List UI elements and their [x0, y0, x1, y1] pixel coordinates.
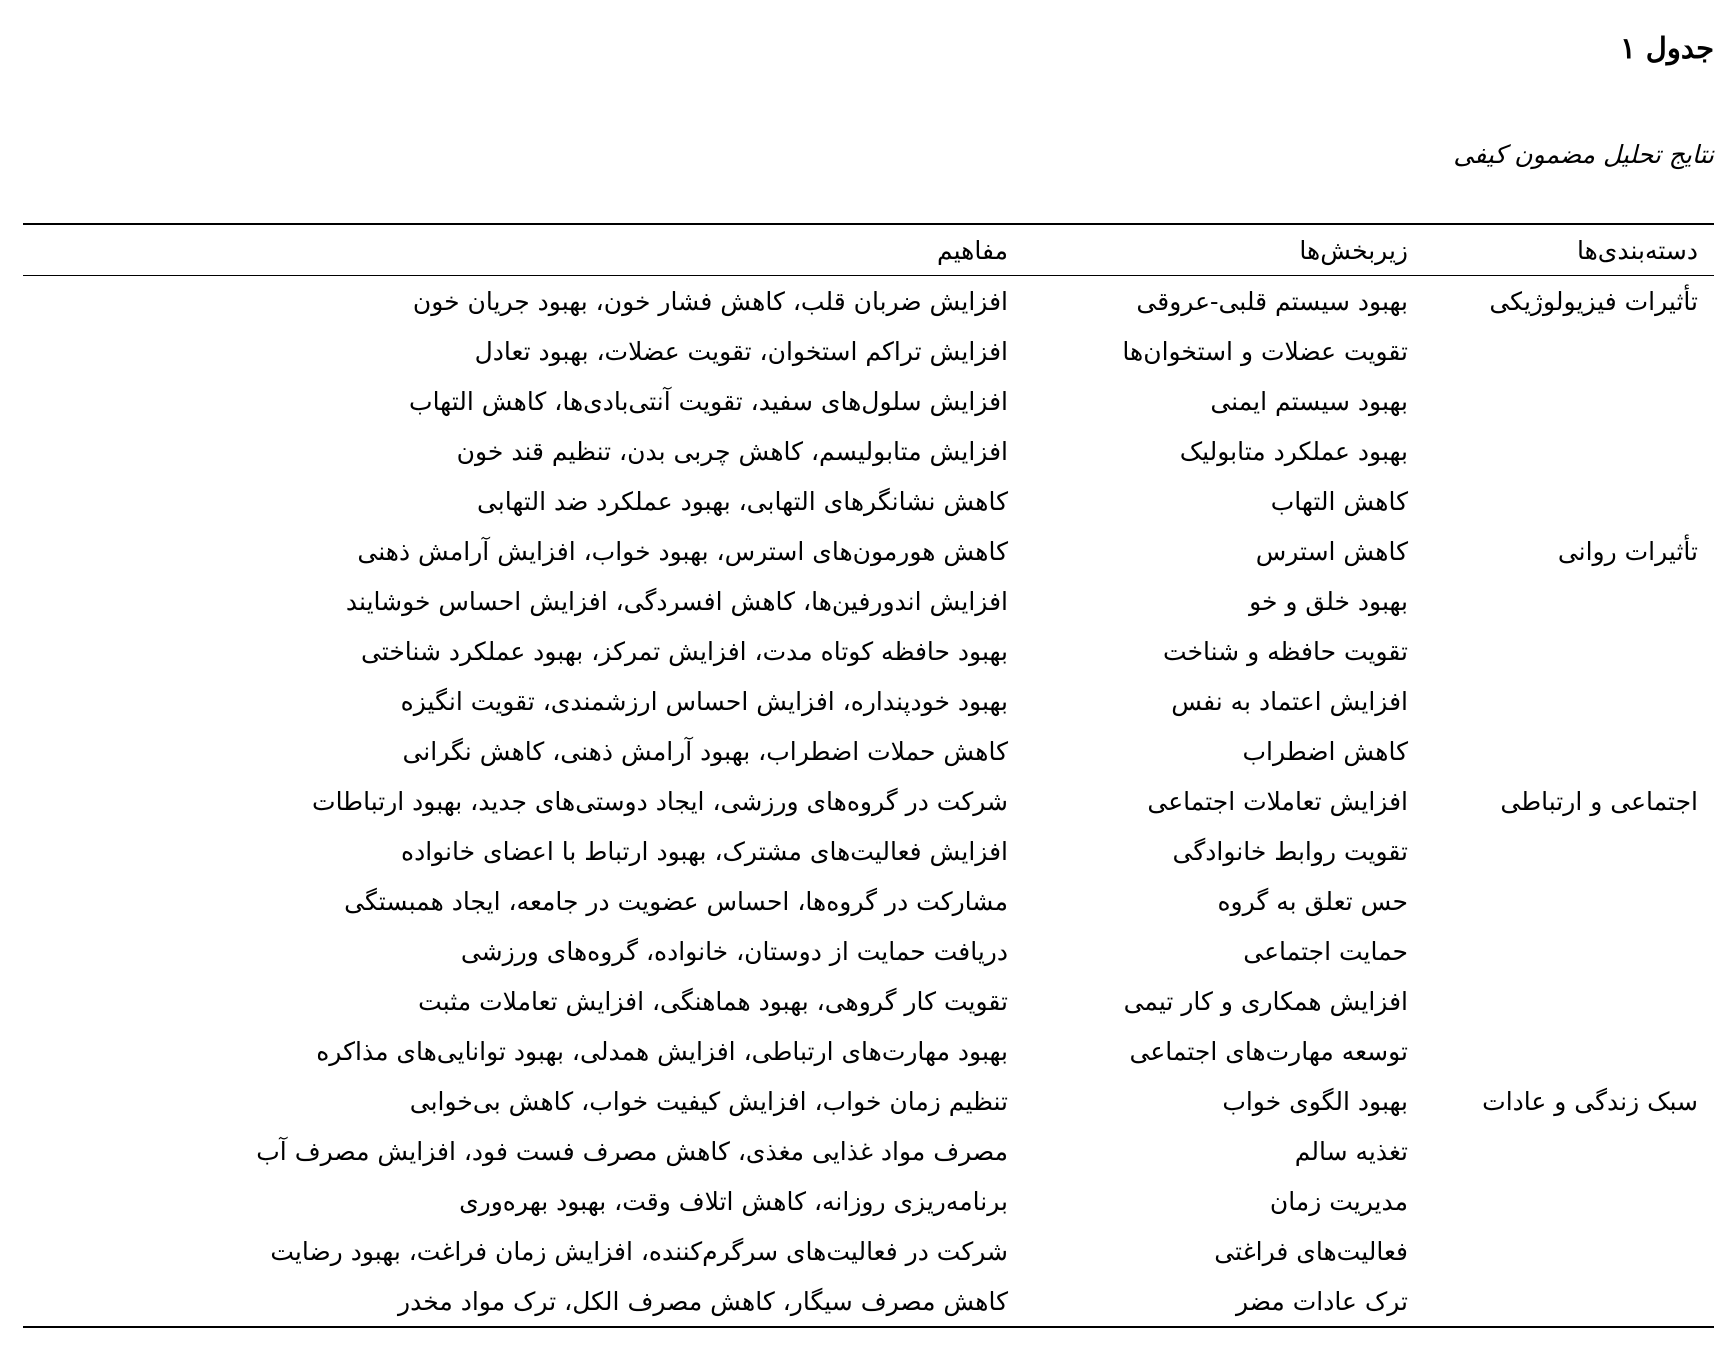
cell-concepts: افزایش سلول‌های سفید، تقویت آنتی‌بادی‌ها، کاهش التهاب [409, 386, 1008, 416]
table-row [23, 1276, 1714, 1327]
table-row [23, 926, 1714, 976]
cell-concepts: بهبود خودپنداره، افزایش احساس ارزشمندی، تقویت انگیزه [400, 686, 1008, 716]
cell-concepts: شرکت در فعالیت‌های سرگرم‌کننده، افزایش زمان فراغت، بهبود رضایت [270, 1236, 1008, 1266]
table-row [23, 676, 1714, 726]
table-row [23, 976, 1714, 1026]
cell-category [1408, 726, 1714, 776]
table-row [23, 776, 1714, 826]
cell-subsection: تغذیه سالم [1294, 1136, 1408, 1166]
cell-category: اجتماعی و ارتباطی [1500, 786, 1698, 816]
header-concepts: مفاهیم [936, 235, 1008, 265]
cell-subsection: حمایت اجتماعی [1243, 936, 1408, 966]
cell-category [1408, 1226, 1714, 1276]
cell-concepts: افزایش ضربان قلب، کاهش فشار خون، بهبود جریان خون [412, 286, 1008, 316]
cell-category [1408, 576, 1714, 626]
cell-category [1408, 676, 1714, 726]
cell-concepts: تقویت کار گروهی، بهبود هماهنگی، افزایش تعاملات مثبت [418, 986, 1008, 1016]
cell-concepts: دریافت حمایت از دوستان، خانواده، گروه‌های ورزشی [460, 936, 1008, 966]
cell-category [1408, 376, 1714, 426]
cell-category [1408, 1126, 1714, 1176]
cell-subsection: ترک عادات مضر [1235, 1286, 1408, 1316]
table-body [23, 276, 1714, 1328]
table-row [23, 326, 1714, 376]
table-row [23, 876, 1714, 926]
cell-subsection: بهبود خلق و خو [1249, 586, 1408, 616]
cell-subsection: افزایش تعاملات اجتماعی [1147, 786, 1408, 816]
table-row [23, 726, 1714, 776]
header-subsections: زیربخش‌ها [1299, 235, 1408, 265]
cell-concepts: مشارکت در گروه‌ها، احساس عضویت در جامعه، ایجاد همبستگی [344, 886, 1008, 916]
cell-subsection: تقویت عضلات و استخوان‌ها [1122, 336, 1408, 366]
cell-category [1408, 1276, 1714, 1327]
cell-category: سبک زندگی و عادات [1482, 1086, 1698, 1116]
table-row [23, 526, 1714, 576]
cell-category: تأثیرات فیزیولوژیکی [1489, 286, 1698, 316]
cell-category [1408, 876, 1714, 926]
table-row [23, 576, 1714, 626]
table-row [23, 376, 1714, 426]
cell-concepts: افزایش اندورفین‌ها، کاهش افسردگی، افزایش احساس خوشایند [345, 586, 1008, 616]
cell-category [1408, 1176, 1714, 1226]
cell-concepts: مصرف مواد غذایی مغذی، کاهش مصرف فست فود، افزایش مصرف آب [256, 1136, 1008, 1166]
cell-subsection: بهبود سیستم قلبی-عروقی [1136, 286, 1408, 316]
cell-category [1408, 326, 1714, 376]
cell-concepts: برنامه‌ریزی روزانه، کاهش اتلاف وقت، بهبود بهره‌وری [459, 1186, 1008, 1216]
table-row [23, 276, 1714, 327]
table-row [23, 1226, 1714, 1276]
cell-concepts: کاهش مصرف سیگار، کاهش مصرف الکل، ترک مواد مخدر [398, 1286, 1008, 1316]
cell-subsection: بهبود عملکرد متابولیک [1179, 436, 1408, 466]
cell-category [1408, 926, 1714, 976]
header-row [23, 224, 1714, 276]
cell-concepts: کاهش حملات اضطراب، بهبود آرامش ذهنی، کاهش نگرانی [402, 736, 1008, 766]
cell-concepts: افزایش فعالیت‌های مشترک، بهبود ارتباط با اعضای خانواده [400, 836, 1008, 866]
cell-concepts: بهبود حافظه کوتاه مدت، افزایش تمرکز، بهبود عملکرد شناختی [360, 636, 1008, 666]
cell-subsection: افزایش اعتماد به نفس [1171, 686, 1408, 716]
cell-concepts: شرکت در گروه‌های ورزشی، ایجاد دوستی‌های جدید، بهبود ارتباطات [312, 786, 1008, 816]
cell-concepts: کاهش هورمون‌های استرس، بهبود خواب، افزایش آرامش ذهنی [357, 536, 1008, 566]
cell-category [1408, 476, 1714, 526]
cell-subsection: تقویت روابط خانوادگی [1172, 836, 1408, 866]
table-row [23, 426, 1714, 476]
cell-subsection: کاهش التهاب [1270, 486, 1408, 516]
cell-subsection: بهبود الگوی خواب [1222, 1086, 1408, 1116]
table-row [23, 626, 1714, 676]
header-categories: دسته‌بندی‌ها [1576, 235, 1698, 265]
table-row [23, 826, 1714, 876]
cell-concepts: کاهش نشانگرهای التهابی، بهبود عملکرد ضد التهابی [476, 486, 1008, 516]
cell-subsection: افزایش همکاری و کار تیمی [1123, 986, 1408, 1016]
results-table-container [23, 223, 1714, 1328]
table-header [23, 224, 1714, 276]
table-title: جدول ۱ [1620, 31, 1714, 65]
table-row [23, 1176, 1714, 1226]
table-row [23, 476, 1714, 526]
cell-category [1408, 826, 1714, 876]
cell-subsection: کاهش استرس [1255, 536, 1408, 566]
cell-category [1408, 976, 1714, 1026]
cell-subsection: حس تعلق به گروه [1217, 886, 1408, 916]
cell-subsection: مدیریت زمان [1269, 1186, 1408, 1216]
cell-category [1408, 426, 1714, 476]
cell-concepts: بهبود مهارت‌های ارتباطی، افزایش همدلی، بهبود توانایی‌های مذاکره [316, 1036, 1008, 1066]
cell-category: تأثیرات روانی [1557, 536, 1698, 566]
table-caption: نتایج تحلیل مضمون کیفی [1453, 140, 1714, 169]
table-row [23, 1076, 1714, 1126]
cell-concepts: تنظیم زمان خواب، افزایش کیفیت خواب، کاهش بی‌خوابی [409, 1086, 1008, 1116]
cell-category [1408, 1026, 1714, 1076]
cell-category [1408, 626, 1714, 676]
table-row [23, 1026, 1714, 1076]
table-row [23, 1126, 1714, 1176]
cell-concepts: افزایش تراکم استخوان، تقویت عضلات، بهبود تعادل [474, 336, 1008, 366]
results-table [23, 223, 1714, 1328]
cell-subsection: تقویت حافظه و شناخت [1163, 636, 1408, 666]
cell-subsection: بهبود سیستم ایمنی [1210, 386, 1408, 416]
cell-subsection: توسعه مهارت‌های اجتماعی [1129, 1036, 1408, 1066]
cell-subsection: کاهش اضطراب [1242, 736, 1408, 766]
cell-subsection: فعالیت‌های فراغتی [1214, 1236, 1408, 1266]
cell-concepts: افزایش متابولیسم، کاهش چربی بدن، تنظیم قند خون [456, 436, 1008, 466]
